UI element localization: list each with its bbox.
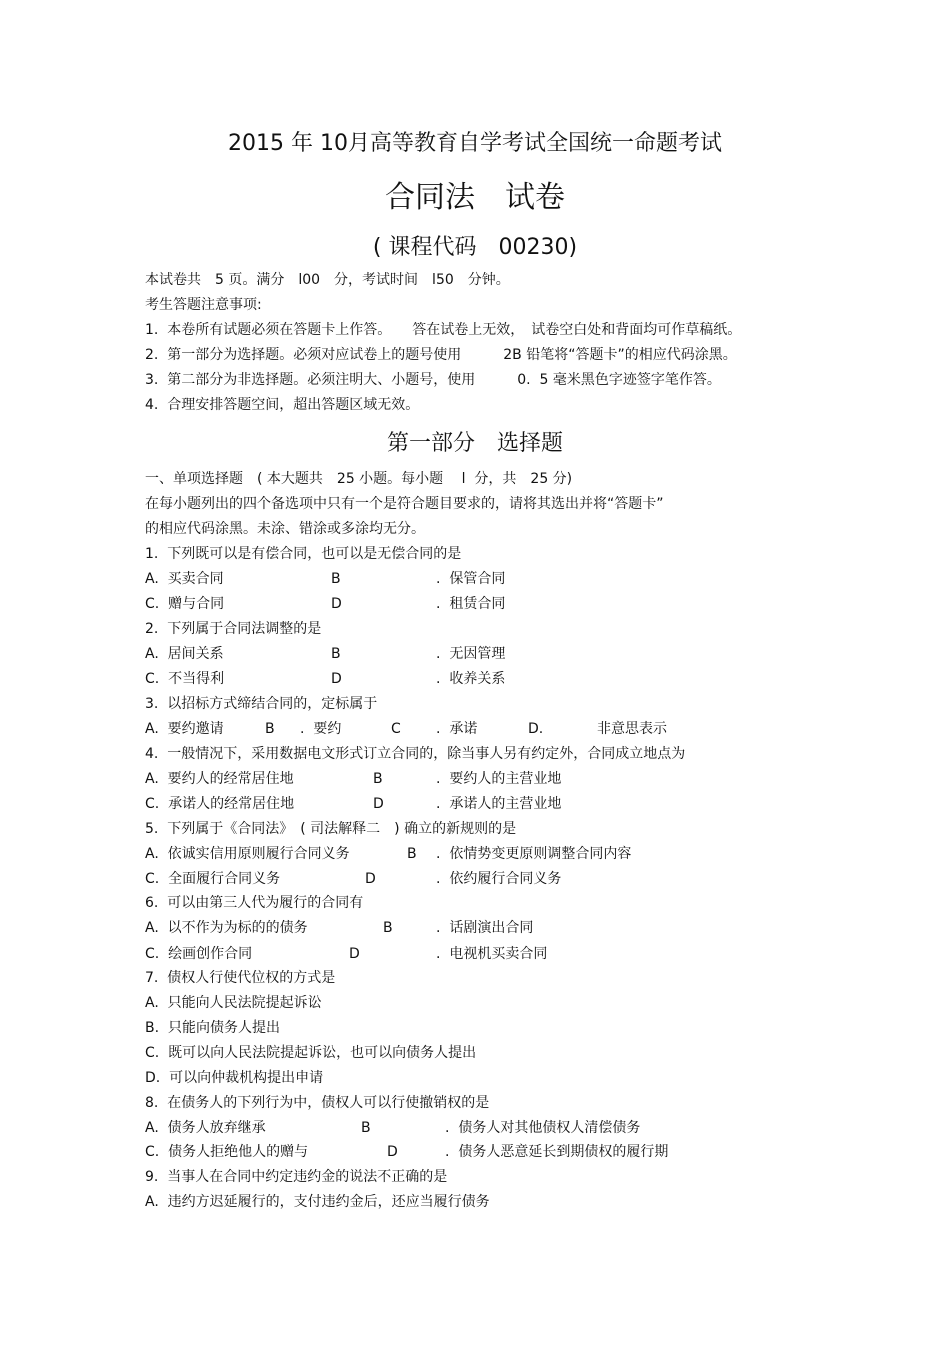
option-letter: D — [349, 946, 360, 962]
option-c: C. 承诺人的经常居住地 — [145, 796, 295, 812]
part-heading: 第一部分 选择题 — [386, 431, 563, 456]
question-stem: 5. 下列属于《合同法》 ( 司法解释二 ) 确立的新规则的是 — [145, 821, 517, 837]
option-b: . 要约 — [300, 721, 342, 737]
option-letter: B — [265, 721, 275, 737]
question-stem: 9. 当事人在合同中约定违约金的说法不正确的是 — [145, 1169, 448, 1185]
option-d: . 收养关系 — [436, 671, 506, 687]
option-d: . 债务人恶意延长到期债权的履行期 — [445, 1144, 669, 1160]
option-a: A. 要约邀请 — [145, 721, 224, 737]
option-b: . 依情势变更原则调整合同内容 — [436, 846, 632, 862]
course-code: ( 课程代码 00230) — [372, 235, 578, 260]
option-d: . 依约履行合同义务 — [436, 871, 562, 887]
exam-info: 本试卷共 5 页。满分 l00 分，考试时间 l50 分钟。 — [145, 272, 510, 288]
option-d: D. 可以向仲裁机构提出申请 — [145, 1070, 324, 1086]
option-a: A. 依诚实信用原则履行合同义务 — [145, 846, 350, 862]
question-stem: 1. 下列既可以是有偿合同，也可以是无偿合同的是 — [145, 546, 462, 562]
notice-item: 2. 第一部分为选择题。必须对应试卷上的题号使用 2B 铅笔将“答题卡”的相应代码涂黑。 — [145, 347, 737, 363]
option-d: . 承诺人的主营业地 — [436, 796, 562, 812]
option-letter: D — [331, 596, 342, 612]
notice-item: 4. 合理安排答题空间，超出答题区域无效。 — [145, 397, 420, 413]
option-c: C. 全面履行合同义务 — [145, 871, 281, 887]
option-letter: B — [383, 920, 393, 936]
question-stem: 8. 在债务人的下列行为中，债权人可以行使撤销权的是 — [145, 1095, 490, 1111]
question-stem: 4. 一般情况下，采用数据电文形式订立合同的，除当事人另有约定外，合同成立地点为 — [145, 746, 686, 762]
option-letter: B — [373, 771, 383, 787]
option-a: A. 要约人的经常居住地 — [145, 771, 294, 787]
option-letter: D — [373, 796, 384, 812]
question-stem: 3. 以招标方式缔结合同的，定标属于 — [145, 696, 378, 712]
option-letter: B — [407, 846, 417, 862]
option-c: C. 既可以向人民法院提起诉讼，也可以向债务人提出 — [145, 1045, 477, 1061]
option-a: A. 以不作为为标的的债务 — [145, 920, 308, 936]
option-d: 非意思表示 — [597, 721, 667, 737]
paper-title: 合同法 试卷 — [385, 180, 565, 215]
option-c: C. 赠与合同 — [145, 596, 225, 612]
question-stem: 7. 债权人行使代位权的方式是 — [145, 970, 336, 986]
option-b: . 话剧演出合同 — [436, 920, 534, 936]
option-letter: B — [331, 571, 341, 587]
option-c: C. 绘画创作合同 — [145, 946, 253, 962]
option-b: . 债务人对其他债权人清偿债务 — [445, 1120, 641, 1136]
notice-heading: 考生答题注意事项: — [145, 297, 262, 313]
option-b: B. 只能向债务人提出 — [145, 1020, 280, 1036]
option-letter: C — [391, 721, 401, 737]
option-c: . 承诺 — [436, 721, 478, 737]
question-stem: 6. 可以由第三人代为履行的合同有 — [145, 895, 364, 911]
section-heading: 一、单项选择题 ( 本大题共 25 小题。每小题 l 分，共 25 分) — [145, 471, 573, 487]
option-letter: D — [387, 1144, 398, 1160]
section-instruction: 在每小题列出的四个备选项中只有一个是符合题目要求的，请将其选出并将“答题卡” — [145, 496, 664, 512]
option-b: . 无因管理 — [436, 646, 506, 662]
option-a: A. 债务人放弃继承 — [145, 1120, 266, 1136]
option-letter: D — [365, 871, 376, 887]
notice-item: 3. 第二部分为非选择题。必须注明大、小题号，使用 0. 5 毫米黑色字迹签字笔作答。 — [145, 372, 721, 388]
option-a: A. 买卖合同 — [145, 571, 224, 587]
option-a: A. 居间关系 — [145, 646, 224, 662]
section-instruction: 的相应代码涂黑。未涂、错涂或多涂均无分。 — [145, 521, 425, 537]
option-c: C. 债务人拒绝他人的赠与 — [145, 1144, 309, 1160]
option-a: A. 只能向人民法院提起诉讼 — [145, 995, 322, 1011]
question-stem: 2. 下列属于合同法调整的是 — [145, 621, 322, 637]
option-letter: D — [331, 671, 342, 687]
option-letter: D. — [528, 721, 544, 737]
option-letter: B — [361, 1120, 371, 1136]
option-d: . 租赁合同 — [436, 596, 506, 612]
option-letter: B — [331, 646, 341, 662]
notice-item: 1. 本卷所有试题必须在答题卡上作答。 答在试卷上无效， 试卷空白处和背面均可作草稿纸。 — [145, 322, 742, 338]
option-a: A. 违约方迟延履行的，支付违约金后，还应当履行债务 — [145, 1194, 490, 1210]
option-b: . 要约人的主营业地 — [436, 771, 562, 787]
option-d: . 电视机买卖合同 — [436, 946, 548, 962]
option-b: . 保管合同 — [436, 571, 506, 587]
exam-title: 2015 年 10月高等教育自学考试全国统一命题考试 — [228, 131, 722, 156]
option-c: C. 不当得利 — [145, 671, 225, 687]
